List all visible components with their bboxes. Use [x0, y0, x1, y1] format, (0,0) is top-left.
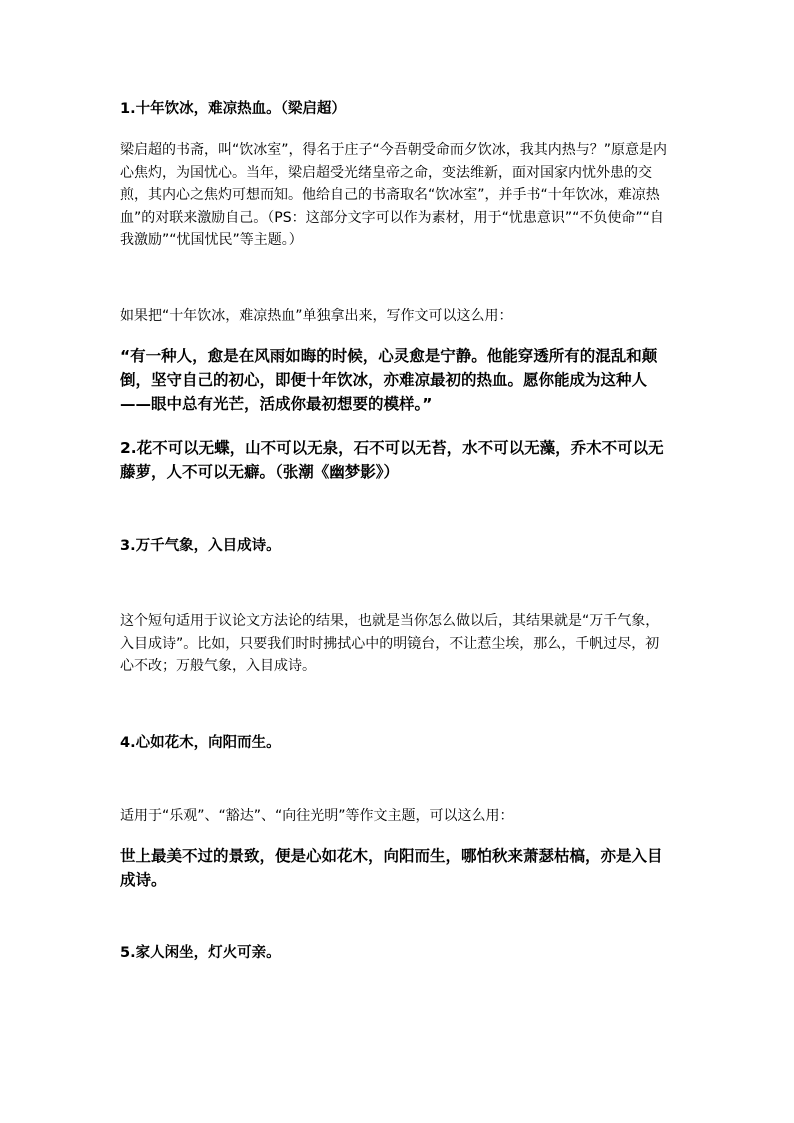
section-3-paragraph: 这个短句适用于议论文方法论的结果，也就是当你怎么做以后，其结果就是“万千气象，入目成诗”。比如，只要我们时时拂拭心中的明镜台，不让惹尘埃，那么，千帆过尽，初心不改；万般气象，入目成诗。 [120, 613, 660, 674]
section-1-paragraph: 梁启超的书斋，叫“饮冰室”，得名于庄子“今吾朝受命而夕饮冰，我其内热与？”原意是内心焦灼，为国忧心。当年，梁启超受光绪皇帝之命，变法维新，面对国家内忧外患的交煎，其内心之焦灼可想而知。他给自己的书斋取名“饮冰室”，并手书“十年饮冰，难凉热血”的对联来激励自己。（PS：这部分文字可以作为素材，用于“忧患意识”“不负使命”“自我激励”“忧国忧民”等主题。） [120, 142, 668, 248]
section-3-heading: 3.万千气象，入目成诗。 [120, 538, 281, 554]
section-4-heading: 4.心如花木，向阳而生。 [120, 735, 281, 751]
section-1-example-quote: “有一种人，愈是在风雨如晦的时候，心灵愈是宁静。他能穿透所有的混乱和颠倒，坚守自己的初心，即便十年饮冰，亦难凉最初的热血。愿你能成为这种人——眼中总有光芒，活成你最初想要的模样。” [120, 347, 658, 413]
section-2-heading: 2.花不可以无蝶，山不可以无泉，石不可以无苔，水不可以无藻，乔木不可以无藤萝，人不可以无癖。（张潮《幽梦影》） [120, 439, 664, 481]
section-4-example-quote: 世上最美不过的景致，便是心如花木，向阳而生，哪怕秋来萧瑟枯槁，亦是入目成诗。 [120, 847, 663, 889]
section-5-heading: 5.家人闲坐，灯火可亲。 [120, 945, 281, 961]
section-1-usage-intro: 如果把“十年饮冰，难凉热血”单独拿出来，写作文可以这么用： [120, 308, 513, 324]
section-1-heading: 1.十年饮冰，难凉热血。（梁启超） [120, 101, 346, 117]
section-4-usage-intro: 适用于“乐观”、“豁达”、“向往光明”等作文主题，可以这么用： [120, 808, 514, 824]
